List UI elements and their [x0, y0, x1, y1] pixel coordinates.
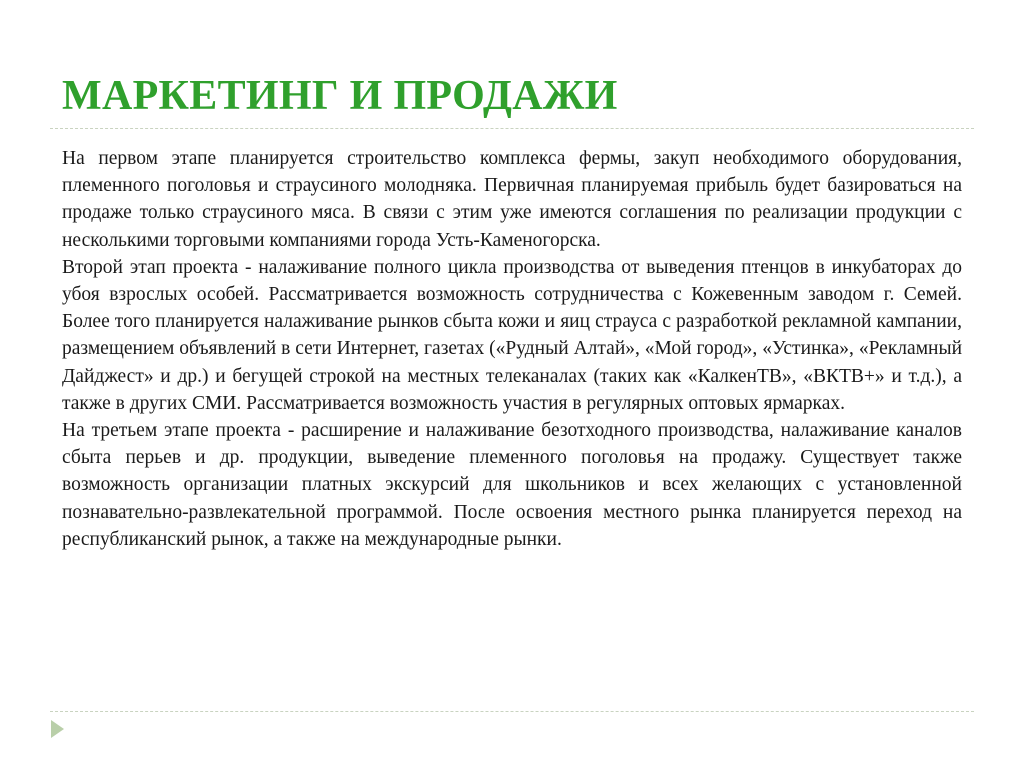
- title-divider: [50, 128, 974, 129]
- slide-title: МАРКЕТИНГ И ПРОДАЖИ: [62, 73, 618, 119]
- paragraph-stage-one: На первом этапе планируется строительство комплекса фермы, закуп необходимого оборудования, племенного поголовья и страусиного молодняка. Первичная планируемая прибыль будет базироваться на продаже только страусиного мяса. В связи с этим уже имеются соглашения по реализации продукции с несколькими торговыми компаниями города Усть-Каменогорска.: [62, 148, 962, 251]
- paragraph-stage-three: На третьем этапе проекта - расширение и налаживание безотходного производства, налаживание каналов сбыта перьев и др. продукции, выведение племенного поголовья на продажу. Существует также возможность организации платных экскурсий для школьников и всех желающих с установленной познавательно-развлекательной программой. После освоения местного рынка планируется переход на республиканский рынок, а также на международные рынки.: [62, 420, 962, 550]
- footer-divider: [50, 711, 974, 712]
- triangle-right-icon: [51, 720, 64, 738]
- paragraph-stage-two: Второй этап проекта - налаживание полного цикла производства от выведения птенцов в инкубаторах до убоя взрослых особей. Рассматривается возможность сотрудничества с Кожевенным заводом г. Семей. Более того планируется налаживание рынков сбыта кожи и яиц страуса с разработкой рекламной кампании, размещением объявлений в сети Интернет, газетах («Рудный Алтай», «Мой город», «Устинка», «Рекламный Дайджест» и др.) и бегущей строкой на местных телеканалах (таких как «КалкенТВ», «ВКТВ+» и т.д.), а также в других СМИ. Рассматривается возможность участия в регулярных оптовых ярмарках.: [62, 256, 962, 414]
- slide-body: [62, 145, 962, 553]
